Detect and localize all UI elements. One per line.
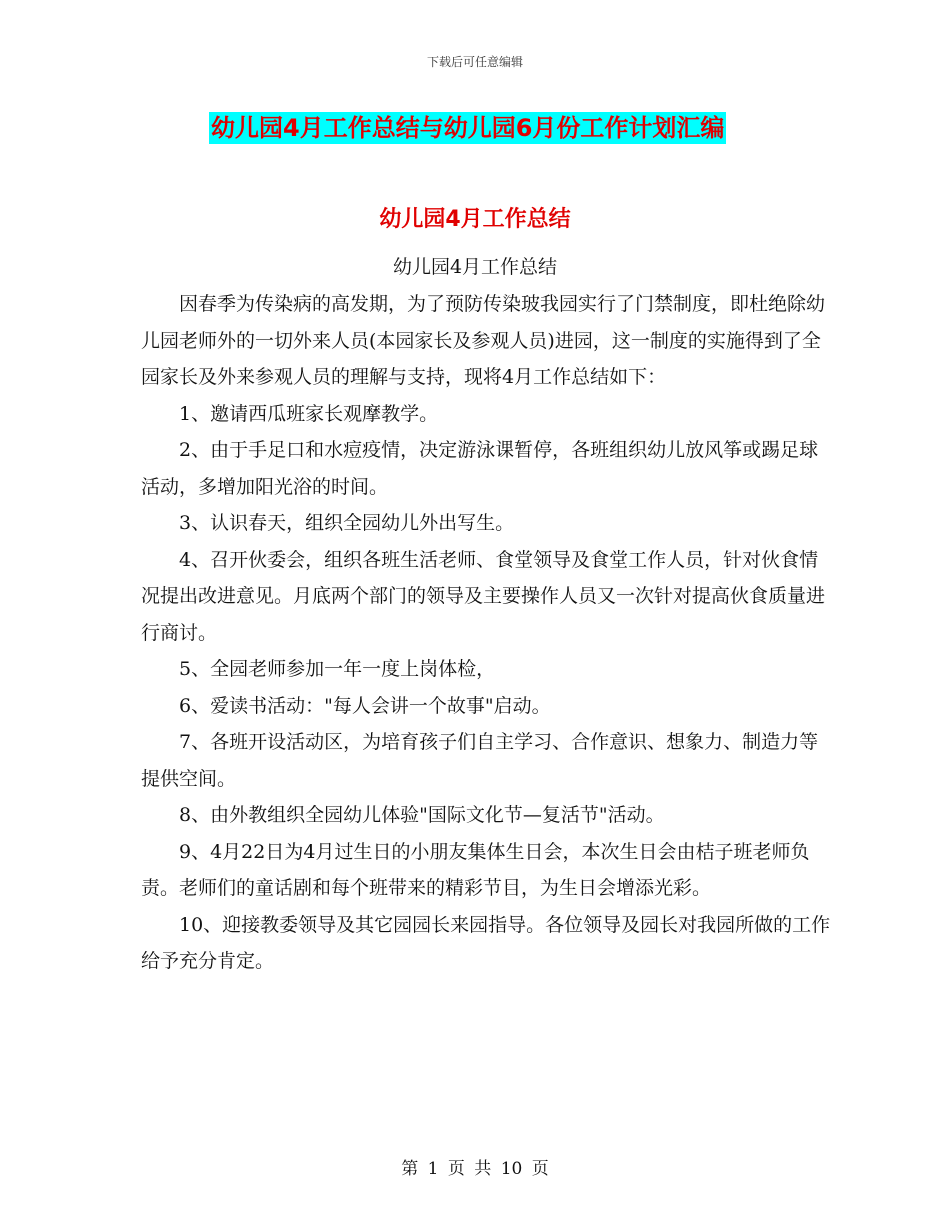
- document-body: [141, 286, 831, 980]
- list-item: 5、全园老师参加一年一度上岗体检，: [179, 658, 496, 680]
- section-title: 幼儿园4月工作总结: [379, 207, 571, 232]
- list-item: 7、各班开设活动区，为培育孩子们自主学习、合作意识、想象力、制造力等提供空间。: [141, 731, 819, 790]
- document-main-title: 幼儿园4月工作总结与幼儿园6月份工作计划汇编: [211, 114, 725, 142]
- list-item: 4、召开伙委会，组织各班生活老师、食堂领导及食堂工作人员，针对伙食情况提出改进意见。月底两个部门的领导及主要操作人员又一次针对提高伙食质量进行商讨。: [141, 548, 826, 644]
- list-item: 3、认识春天，组织全园幼儿外出写生。: [179, 512, 515, 534]
- list-item: 8、由外教组织全园幼儿体验"国际文化节—复活节"活动。: [179, 804, 665, 826]
- section-subtitle: 幼儿园4月工作总结: [392, 256, 558, 278]
- list-item: 9、4月22日为4月过生日的小朋友集体生日会，本次生日会由桔子班老师负责。老师们的童话剧和每个班带来的精彩节目，为生日会增添光彩。: [141, 840, 810, 899]
- intro-paragraph: 因春季为传染病的高发期，为了预防传染玻我园实行了门禁制度，即杜绝除幼儿园老师外的一切外来人员(本园家长及参观人员)进园，这一制度的实施得到了全园家长及外来参观人员的理解与支持，现将4月工作总结如下：: [141, 293, 826, 388]
- list-item: 10、迎接教委领导及其它园园长来园指导。各位领导及园长对我园所做的工作给予充分肯定。: [141, 913, 831, 972]
- list-item: 2、由于手足口和水痘疫情，决定游泳课暂停，各班组织幼儿放风筝或踢足球活动，多增加阳光浴的时间。: [141, 439, 819, 498]
- list-item: 1、邀请西瓜班家长观摩教学。: [179, 402, 439, 425]
- page-header-note: 下载后可任意编辑: [426, 55, 523, 69]
- list-item: 6、爱读书活动："每人会讲一个故事"启动。: [179, 694, 551, 717]
- page-number-footer: 第 1 页 共 10 页: [401, 1159, 549, 1179]
